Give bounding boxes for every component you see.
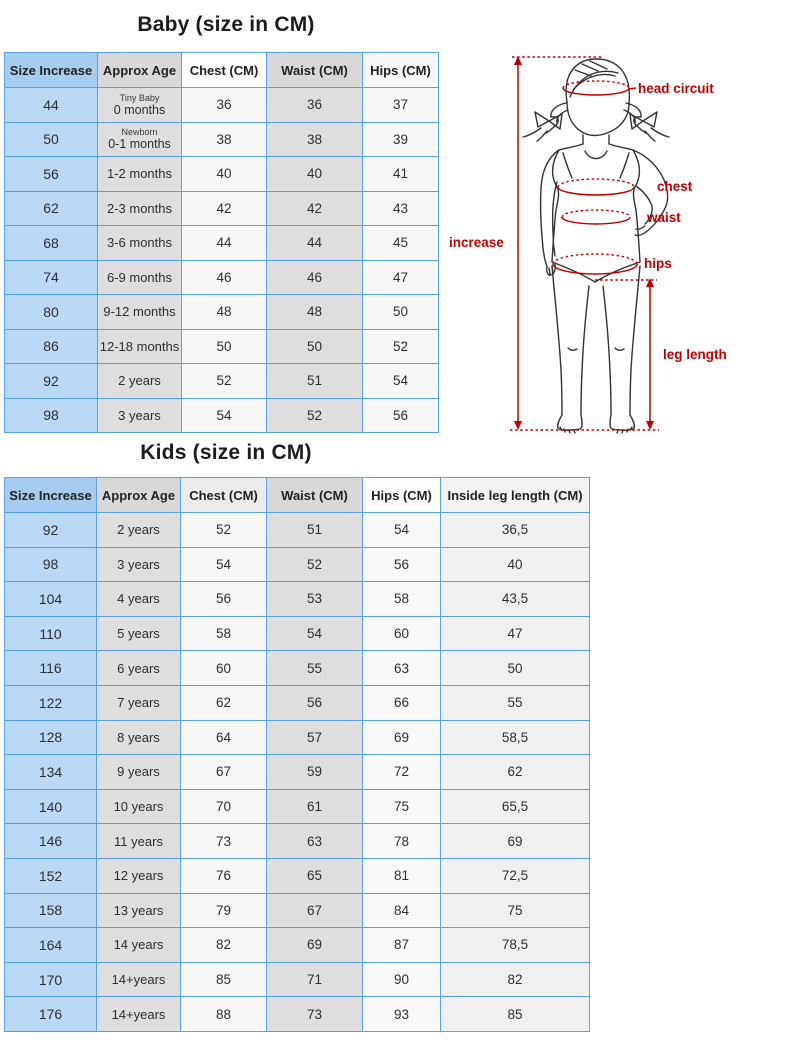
cell-size: 98 — [5, 547, 97, 582]
cell-hips: 69 — [363, 720, 441, 755]
table-row — [5, 824, 590, 859]
cell-waist: 51 — [267, 513, 363, 548]
cell-size: 140 — [5, 789, 97, 824]
header-size: Size Increase — [5, 478, 97, 513]
label-leg-length: leg length — [663, 347, 727, 362]
cell-leg: 72,5 — [441, 858, 590, 893]
cell-hips: 54 — [363, 513, 441, 548]
cell-hips: 84 — [363, 893, 441, 928]
waist-line — [562, 210, 630, 224]
cell-leg: 75 — [441, 893, 590, 928]
cell-hips: 90 — [363, 962, 441, 997]
cell-age: 2-3 months — [98, 191, 182, 226]
cell-leg: 55 — [441, 685, 590, 720]
cell-hips: 75 — [363, 789, 441, 824]
cell-age: 14 years — [97, 928, 181, 963]
cell-age: 3 years — [97, 547, 181, 582]
cell-hips: 41 — [363, 157, 439, 192]
table-row — [5, 364, 439, 399]
cell-size: 176 — [5, 997, 97, 1032]
cell-size: 74 — [5, 260, 98, 295]
table-row — [5, 720, 590, 755]
cell-waist: 52 — [267, 547, 363, 582]
table-row — [5, 398, 439, 433]
cell-chest: 85 — [181, 962, 267, 997]
cell-size: 68 — [5, 226, 98, 261]
table-row — [5, 88, 439, 123]
age-text: 0-1 months — [108, 137, 171, 152]
cell-size: 128 — [5, 720, 97, 755]
cell-age: 4 years — [97, 582, 181, 617]
cell-age: 9-12 months — [98, 295, 182, 330]
table-row — [5, 295, 439, 330]
cell-hips: 50 — [363, 295, 439, 330]
cell-size: 164 — [5, 928, 97, 963]
kids-size-table — [4, 477, 590, 1032]
cell-size: 62 — [5, 191, 98, 226]
child-drawing — [523, 59, 669, 433]
cell-waist: 71 — [267, 962, 363, 997]
table-row — [5, 616, 590, 651]
cell-chest: 76 — [181, 858, 267, 893]
cell-size: 122 — [5, 685, 97, 720]
cell-age: 14+years — [97, 997, 181, 1032]
cell-leg: 47 — [441, 616, 590, 651]
cell-hips: 37 — [363, 88, 439, 123]
chest-line — [558, 179, 634, 195]
cell-leg: 78,5 — [441, 928, 590, 963]
cell-age: 3-6 months — [98, 226, 182, 261]
cell-chest: 50 — [182, 329, 267, 364]
cell-leg: 62 — [441, 755, 590, 790]
cell-chest: 52 — [181, 513, 267, 548]
cell-size: 50 — [5, 122, 98, 157]
age-note: Tiny Baby — [119, 92, 160, 103]
cell-chest: 64 — [181, 720, 267, 755]
label-head-circuit: head circuit — [638, 81, 714, 96]
cell-waist: 40 — [267, 157, 363, 192]
table-row — [5, 685, 590, 720]
table-row — [5, 226, 439, 261]
table-row — [5, 789, 590, 824]
cell-waist: 63 — [267, 824, 363, 859]
cell-size: 170 — [5, 962, 97, 997]
table-row — [5, 755, 590, 790]
baby-table-title: Baby (size in CM) — [137, 13, 315, 36]
cell-waist: 51 — [267, 364, 363, 399]
table-row — [5, 122, 439, 157]
cell-chest: 62 — [181, 685, 267, 720]
cell-leg: 58,5 — [441, 720, 590, 755]
cell-chest: 56 — [181, 582, 267, 617]
cell-size: 134 — [5, 755, 97, 790]
cell-chest: 67 — [181, 755, 267, 790]
header-size: Size Increase — [5, 53, 98, 88]
cell-chest: 88 — [181, 997, 267, 1032]
cell-chest: 38 — [182, 122, 267, 157]
table-row — [5, 997, 590, 1032]
label-chest: chest — [657, 179, 693, 194]
cell-chest: 36 — [182, 88, 267, 123]
cell-age: 9 years — [97, 755, 181, 790]
child-figure-illustration — [445, 45, 794, 465]
header-waist: Waist (CM) — [267, 53, 363, 88]
table-row — [5, 893, 590, 928]
cell-age: 2 years — [98, 364, 182, 399]
cell-hips: 39 — [363, 122, 439, 157]
cell-hips: 93 — [363, 997, 441, 1032]
cell-waist: 57 — [267, 720, 363, 755]
cell-waist: 42 — [267, 191, 363, 226]
cell-size: 80 — [5, 295, 98, 330]
cell-size: 116 — [5, 651, 97, 686]
cell-hips: 54 — [363, 364, 439, 399]
cell-hips: 56 — [363, 547, 441, 582]
cell-age: 6 years — [97, 651, 181, 686]
label-increase: increase — [449, 235, 504, 250]
cell-age: 1-2 months — [98, 157, 182, 192]
cell-size: 104 — [5, 582, 97, 617]
increase-arrow — [510, 56, 659, 430]
cell-waist: 67 — [267, 893, 363, 928]
table-row — [5, 329, 439, 364]
header-hips: Hips (CM) — [363, 53, 439, 88]
table-row — [5, 260, 439, 295]
cell-age — [98, 88, 182, 123]
cell-chest: 46 — [182, 260, 267, 295]
cell-leg: 50 — [441, 651, 590, 686]
cell-hips: 72 — [363, 755, 441, 790]
cell-waist: 50 — [267, 329, 363, 364]
cell-leg: 65,5 — [441, 789, 590, 824]
cell-hips: 81 — [363, 858, 441, 893]
baby-header-row — [5, 53, 439, 88]
cell-chest: 44 — [182, 226, 267, 261]
cell-chest: 82 — [181, 928, 267, 963]
header-chest: Chest (CM) — [182, 53, 267, 88]
cell-waist: 59 — [267, 755, 363, 790]
cell-hips: 47 — [363, 260, 439, 295]
cell-waist: 56 — [267, 685, 363, 720]
cell-age: 13 years — [97, 893, 181, 928]
cell-age: 12 years — [97, 858, 181, 893]
cell-hips: 60 — [363, 616, 441, 651]
cell-waist: 44 — [267, 226, 363, 261]
cell-waist: 65 — [267, 858, 363, 893]
table-row — [5, 547, 590, 582]
cell-age: 11 years — [97, 824, 181, 859]
header-hips: Hips (CM) — [363, 478, 441, 513]
kids-table-title: Kids (size in CM) — [140, 441, 312, 464]
table-row — [5, 962, 590, 997]
kids-header-row — [5, 478, 590, 513]
cell-age: 6-9 months — [98, 260, 182, 295]
cell-hips: 78 — [363, 824, 441, 859]
hips-line — [553, 254, 637, 274]
header-age: Approx Age — [97, 478, 181, 513]
cell-chest: 73 — [181, 824, 267, 859]
cell-leg: 36,5 — [441, 513, 590, 548]
cell-waist: 61 — [267, 789, 363, 824]
cell-leg: 40 — [441, 547, 590, 582]
cell-age: 7 years — [97, 685, 181, 720]
cell-size: 44 — [5, 88, 98, 123]
cell-age: 8 years — [97, 720, 181, 755]
age-note: Newborn — [121, 127, 158, 138]
cell-waist: 52 — [267, 398, 363, 433]
cell-waist: 73 — [267, 997, 363, 1032]
age-text: 0 months — [113, 102, 166, 117]
table-row — [5, 191, 439, 226]
cell-chest: 42 — [182, 191, 267, 226]
cell-waist: 69 — [267, 928, 363, 963]
cell-chest: 58 — [181, 616, 267, 651]
cell-hips: 43 — [363, 191, 439, 226]
label-hips: hips — [644, 256, 672, 271]
cell-waist: 53 — [267, 582, 363, 617]
cell-age: 3 years — [98, 398, 182, 433]
cell-size: 158 — [5, 893, 97, 928]
cell-waist: 46 — [267, 260, 363, 295]
header-age: Approx Age — [98, 53, 182, 88]
baby-size-table — [4, 52, 439, 433]
cell-waist: 38 — [267, 122, 363, 157]
table-row — [5, 928, 590, 963]
cell-hips: 63 — [363, 651, 441, 686]
cell-size: 146 — [5, 824, 97, 859]
cell-chest: 79 — [181, 893, 267, 928]
cell-hips: 56 — [363, 398, 439, 433]
cell-size: 92 — [5, 364, 98, 399]
header-leg: Inside leg length (CM) — [441, 478, 590, 513]
cell-size: 56 — [5, 157, 98, 192]
cell-age: 5 years — [97, 616, 181, 651]
cell-size: 92 — [5, 513, 97, 548]
header-waist: Waist (CM) — [267, 478, 363, 513]
cell-chest: 54 — [181, 547, 267, 582]
cell-chest: 70 — [181, 789, 267, 824]
cell-waist: 54 — [267, 616, 363, 651]
table-row — [5, 157, 439, 192]
cell-leg: 82 — [441, 962, 590, 997]
cell-age: 12-18 months — [98, 329, 182, 364]
cell-waist: 55 — [267, 651, 363, 686]
cell-waist: 48 — [267, 295, 363, 330]
cell-hips: 87 — [363, 928, 441, 963]
cell-chest: 48 — [182, 295, 267, 330]
header-chest: Chest (CM) — [181, 478, 267, 513]
cell-leg: 85 — [441, 997, 590, 1032]
table-row — [5, 651, 590, 686]
cell-chest: 52 — [182, 364, 267, 399]
cell-chest: 54 — [182, 398, 267, 433]
cell-size: 152 — [5, 858, 97, 893]
cell-age: 10 years — [97, 789, 181, 824]
cell-hips: 66 — [363, 685, 441, 720]
cell-chest: 60 — [181, 651, 267, 686]
cell-age: 14+years — [97, 962, 181, 997]
cell-size: 86 — [5, 329, 98, 364]
cell-age: 2 years — [97, 513, 181, 548]
table-row — [5, 858, 590, 893]
cell-size: 98 — [5, 398, 98, 433]
table-row — [5, 582, 590, 617]
cell-leg: 69 — [441, 824, 590, 859]
table-row — [5, 513, 590, 548]
cell-leg: 43,5 — [441, 582, 590, 617]
cell-hips: 45 — [363, 226, 439, 261]
cell-hips: 52 — [363, 329, 439, 364]
cell-hips: 58 — [363, 582, 441, 617]
cell-chest: 40 — [182, 157, 267, 192]
cell-age — [98, 122, 182, 157]
measurement-figure — [445, 45, 794, 465]
label-waist: waist — [647, 210, 681, 225]
cell-waist: 36 — [267, 88, 363, 123]
cell-size: 110 — [5, 616, 97, 651]
